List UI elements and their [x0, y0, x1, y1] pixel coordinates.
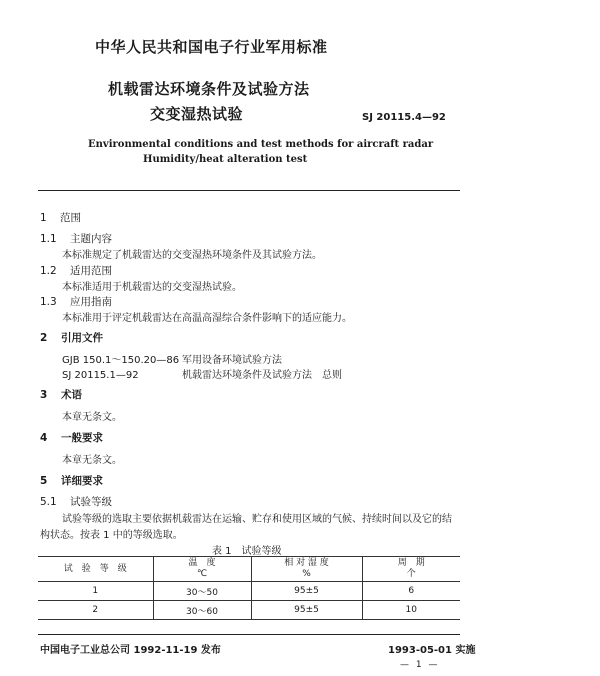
- header-cell: [362, 557, 460, 582]
- reference-code: SJ 20115.1—92: [62, 370, 139, 381]
- document-title: 机载雷达环境条件及试验方法: [108, 80, 310, 98]
- section-title: 试验等级: [70, 496, 113, 508]
- section-title: 详细要求: [60, 475, 103, 487]
- section-number: 2: [40, 332, 48, 344]
- table-row: [38, 582, 460, 601]
- table-cell: 30～50: [153, 582, 251, 601]
- section-1-1-text: 本标准规定了机载雷达的交变湿热环境条件及其试验方法。: [62, 250, 322, 261]
- table-row: [38, 601, 460, 620]
- header-label: 温 度: [188, 558, 216, 568]
- table-cell: 10: [362, 601, 460, 620]
- english-title: Environmental conditions and test methods for aircraft radar: [88, 139, 434, 150]
- table-cell: 6: [362, 582, 460, 601]
- standard-title: 中华人民共和国电子行业军用标准: [95, 38, 328, 56]
- section-number: 4: [40, 432, 48, 444]
- section-number: 1: [40, 212, 47, 224]
- reference-item: [62, 366, 342, 381]
- reference-item: [62, 351, 282, 366]
- section-title: 范围: [60, 212, 82, 224]
- section-4-heading: [40, 430, 103, 445]
- section-1-3-text: 本标准用于评定机载雷达在高温高湿综合条件影响下的适应能力。: [62, 313, 352, 324]
- section-2-heading: [40, 330, 103, 345]
- section-3-heading: [40, 387, 82, 402]
- header-unit: 个: [406, 569, 416, 579]
- section-1-2-text: 本标准适用于机载雷达的交变湿热试验。: [62, 282, 242, 293]
- header-label: 周 期: [397, 558, 425, 568]
- section-1-3-heading: [40, 294, 112, 309]
- reference-code: GJB 150.1～150.20—86: [62, 355, 180, 366]
- section-title: 术语: [60, 389, 82, 401]
- section-1-2-heading: [40, 263, 112, 278]
- footer-rule: [38, 634, 460, 635]
- section-title: 主题内容: [70, 233, 113, 245]
- section-number: 5.1: [40, 496, 57, 508]
- header-unit: %: [302, 569, 311, 579]
- effective-date: 1993-05-01 实施: [388, 645, 476, 656]
- english-subtitle: Humidity/heat alteration test: [143, 154, 308, 165]
- header-label: 相 对 湿 度: [284, 558, 329, 568]
- table-header-row: [38, 557, 460, 582]
- page-number: — 1 —: [400, 660, 440, 670]
- standard-code: SJ 20115.4—92: [362, 112, 446, 123]
- table-caption: 表 1 试验等级: [212, 546, 282, 557]
- reference-name: 军用设备环境试验方法: [182, 355, 282, 366]
- header-unit: ℃: [196, 569, 208, 579]
- document-subtitle: 交变湿热试验: [150, 105, 244, 123]
- header-cell: [153, 557, 251, 582]
- section-number: 1.2: [40, 265, 57, 277]
- section-number: 5: [40, 475, 48, 487]
- section-4-text: 本章无条文。: [62, 455, 122, 466]
- table-cell: 95±5: [251, 582, 362, 601]
- section-3-text: 本章无条文。: [62, 412, 122, 423]
- test-level-table: [38, 556, 460, 620]
- section-1-heading: [40, 210, 81, 225]
- table-cell: 1: [38, 582, 153, 601]
- section-1-1-heading: [40, 231, 112, 246]
- section-number: 1.1: [40, 233, 57, 245]
- header-label: 试 验 等 级: [63, 563, 127, 574]
- table-cell: 2: [38, 601, 153, 620]
- section-5-1-text-line2: 构状态。按表 1 中的等级选取。: [40, 530, 183, 541]
- table-cell: 95±5: [251, 601, 362, 620]
- section-title: 一般要求: [60, 432, 103, 444]
- reference-name: 机载雷达环境条件及试验方法 总则: [182, 370, 342, 381]
- table-cell: 30～60: [153, 601, 251, 620]
- header-cell: [38, 557, 153, 582]
- section-number: 1.3: [40, 296, 57, 308]
- section-title: 应用指南: [70, 296, 113, 308]
- header-rule: [38, 190, 460, 191]
- section-title: 适用范围: [70, 265, 113, 277]
- section-number: 3: [40, 389, 48, 401]
- section-5-1-text-line1: 试验等级的选取主要依据机载雷达在运输、贮存和使用区域的气候、持续时间以及它的结: [62, 514, 452, 525]
- section-title: 引用文件: [60, 332, 103, 344]
- section-5-1-heading: [40, 494, 112, 509]
- header-cell: [251, 557, 362, 582]
- issue-date: 中国电子工业总公司 1992-11-19 发布: [40, 645, 221, 656]
- section-5-heading: [40, 473, 103, 488]
